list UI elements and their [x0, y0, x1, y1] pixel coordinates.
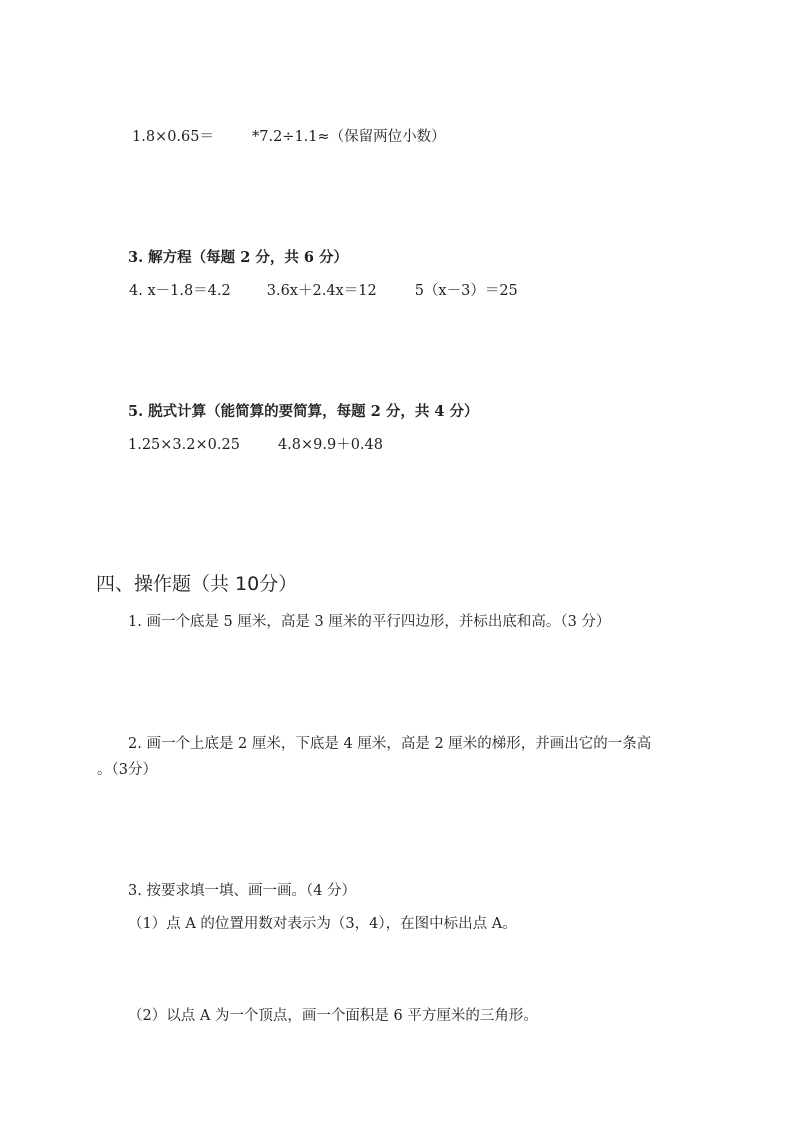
op-question-1: 1. 画一个底是 5 厘米，高是 3 厘米的平行四边形，并标出底和高。（3 分）	[128, 614, 611, 630]
calc-row-1	[132, 127, 446, 147]
q5-title: 5. 脱式计算（能简算的要简算，每题 2 分，共 4 分）	[128, 403, 479, 420]
equation-3: 5（x－3）＝25	[414, 283, 518, 299]
q5-expressions	[128, 435, 383, 455]
op-question-3-sub-2: （2）以点 A 为一个顶点，画一个面积是 6 平方厘米的三角形。	[128, 1008, 538, 1024]
q3-equations	[129, 281, 518, 301]
calc-item-1: 1.8×0.65＝	[132, 129, 214, 145]
op-question-2-line-1: 2. 画一个上底是 2 厘米，下底是 4 厘米，高是 2 厘米的梯形，并画出它的一条高	[128, 736, 652, 752]
q3-title: 3. 解方程（每题 2 分，共 6 分）	[128, 249, 349, 266]
section-4-title: 四、操作题（共 10分）	[96, 573, 298, 595]
op-question-3-sub-1: （1）点 A 的位置用数对表示为（3，4），在图中标出点 A。	[128, 916, 517, 932]
equation-1: 4. x－1.8＝4.2	[129, 283, 231, 299]
op-question-3: 3. 按要求填一填、画一画。（4 分）	[128, 883, 357, 899]
expression-2: 4.8×9.9＋0.48	[277, 437, 383, 453]
calc-item-2: *7.2÷1.1≈（保留两位小数）	[252, 129, 446, 145]
equation-2: 3.6x＋2.4x＝12	[266, 283, 377, 299]
expression-1: 1.25×3.2×0.25	[128, 437, 240, 453]
op-question-2-line-2: 。（3分）	[97, 762, 157, 778]
